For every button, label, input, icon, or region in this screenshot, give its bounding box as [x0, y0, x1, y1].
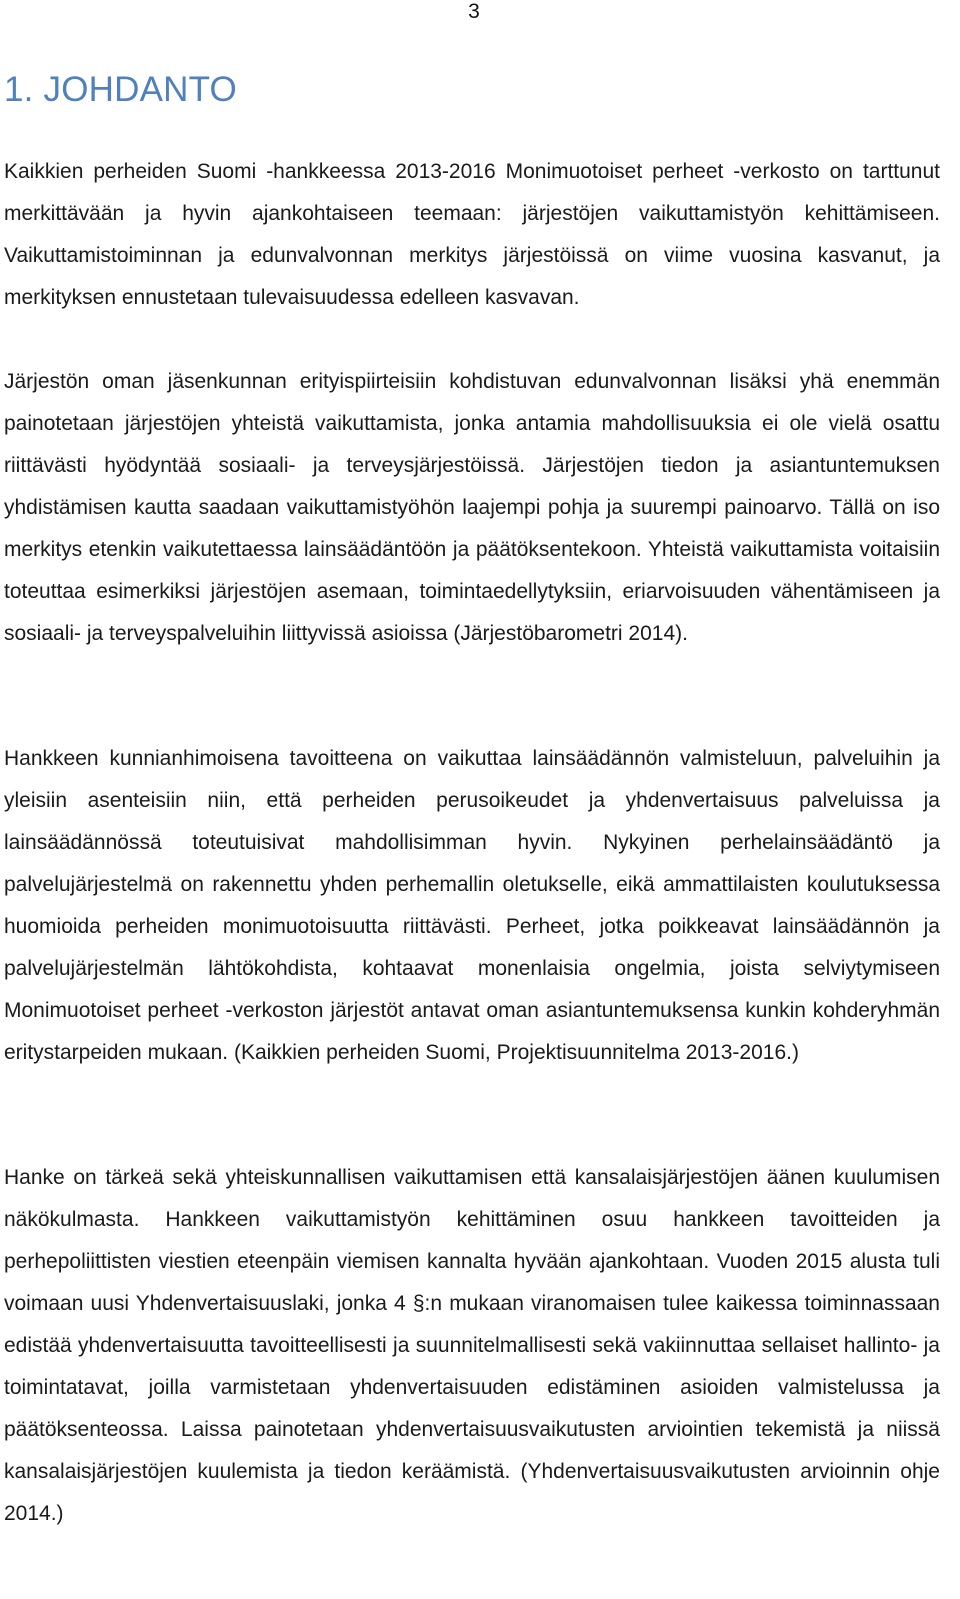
page-number: 3 — [468, 0, 480, 23]
paragraph-2: Järjestön oman jäsenkunnan erityispiirteisiin kohdistuvan edunvalvonnan lisäksi yhä enemmän painotetaan järjestöjen yhteistä vaikuttamista, jonka antamia mahdollisuuksia ei ole vielä osattu riittävästi hyödyntää sosiaali- ja terveysjärjestöissä. Järjestöjen tiedon ja asiantuntemuksen yhdistämisen kautta saadaan vaikuttamistyöhön laajempi pohja ja suurempi painoarvo. Tällä on iso merkitys etenkin vaikutettaessa lainsäädäntöön ja päätöksentekoon. Yhteistä vaikuttamista voitaisiin toteuttaa esimerkiksi järjestöjen asemaan, toimintaedellytyksiin, eriarvoisuuden vähentämiseen ja sosiaali- ja terveyspalveluihin liittyvissä asioissa (Järjestöbarometri 2014). — [4, 370, 940, 645]
paragraph-4: Hanke on tärkeä sekä yhteiskunnallisen vaikuttamisen että kansalaisjärjestöjen äänen kuulumisen näkökulmasta. Hankkeen vaikuttamistyön kehittäminen osuu hankkeen tavoitteiden ja perhepoliittisten viestien eteenpäin viemisen kannalta hyvään ajankohtaan. Vuoden 2015 alusta tuli voimaan uusi Yhdenvertaisuuslaki, jonka 4 §:n mukaan viranomaisen tulee kaikessa toiminnassaan edistää yhdenvertaisuutta tavoitteellisesti ja suunnitelmallisesti sekä vakiinnuttaa sellaiset hallinto- ja toimintatavat, joilla varmistetaan yhdenvertaisuuden edistäminen asioiden valmistelussa ja päätöksenteossa. Laissa painotetaan yhdenvertaisuusvaikutusten arviointien tekemistä ja niissä kansalaisjärjestöjen kuulemista ja tiedon keräämistä. (Yhdenvertaisuusvaikutusten arvioinnin ohje 2014.) — [4, 1166, 940, 1525]
paragraph-1: Kaikkien perheiden Suomi -hankkeessa 2013-2016 Monimuotoiset perheet -verkosto on tarttunut merkittävään ja hyvin ajankohtaiseen teemaan: järjestöjen vaikuttamistyön kehittämiseen. Vaikuttamistoiminnan ja edunvalvonnan merkitys järjestöissä on viime vuosina kasvanut, ja merkityksen ennustetaan tulevaisuudessa edelleen kasvavan. — [4, 160, 940, 309]
paragraph-3: Hankkeen kunnianhimoisena tavoitteena on vaikuttaa lainsäädännön valmisteluun, palveluihin ja yleisiin asenteisiin niin, että perheiden perusoikeudet ja yhdenvertaisuus palveluissa ja lainsäädännössä toteutuisivat mahdollisimman hyvin. Nykyinen perhelainsäädäntö ja palvelujärjestelmä on rakennettu yhden perhemallin oletukselle, eikä ammattilaisten koulutuksessa huomioida perheiden monimuotoisuutta riittävästi. Perheet, jotka poikkeavat lainsäädännön ja palvelujärjestelmän lähtökohdista, kohtaavat monenlaisia ongelmia, joista selviytymiseen Monimuotoiset perheet -verkoston järjestöt antavat oman asiantuntemuksensa kunkin kohderyhmän eritystarpeiden mukaan. (Kaikkien perheiden Suomi, Projektisuunnitelma 2013-2016.) — [4, 747, 940, 1064]
section-heading: 1. JOHDANTO — [4, 70, 237, 109]
